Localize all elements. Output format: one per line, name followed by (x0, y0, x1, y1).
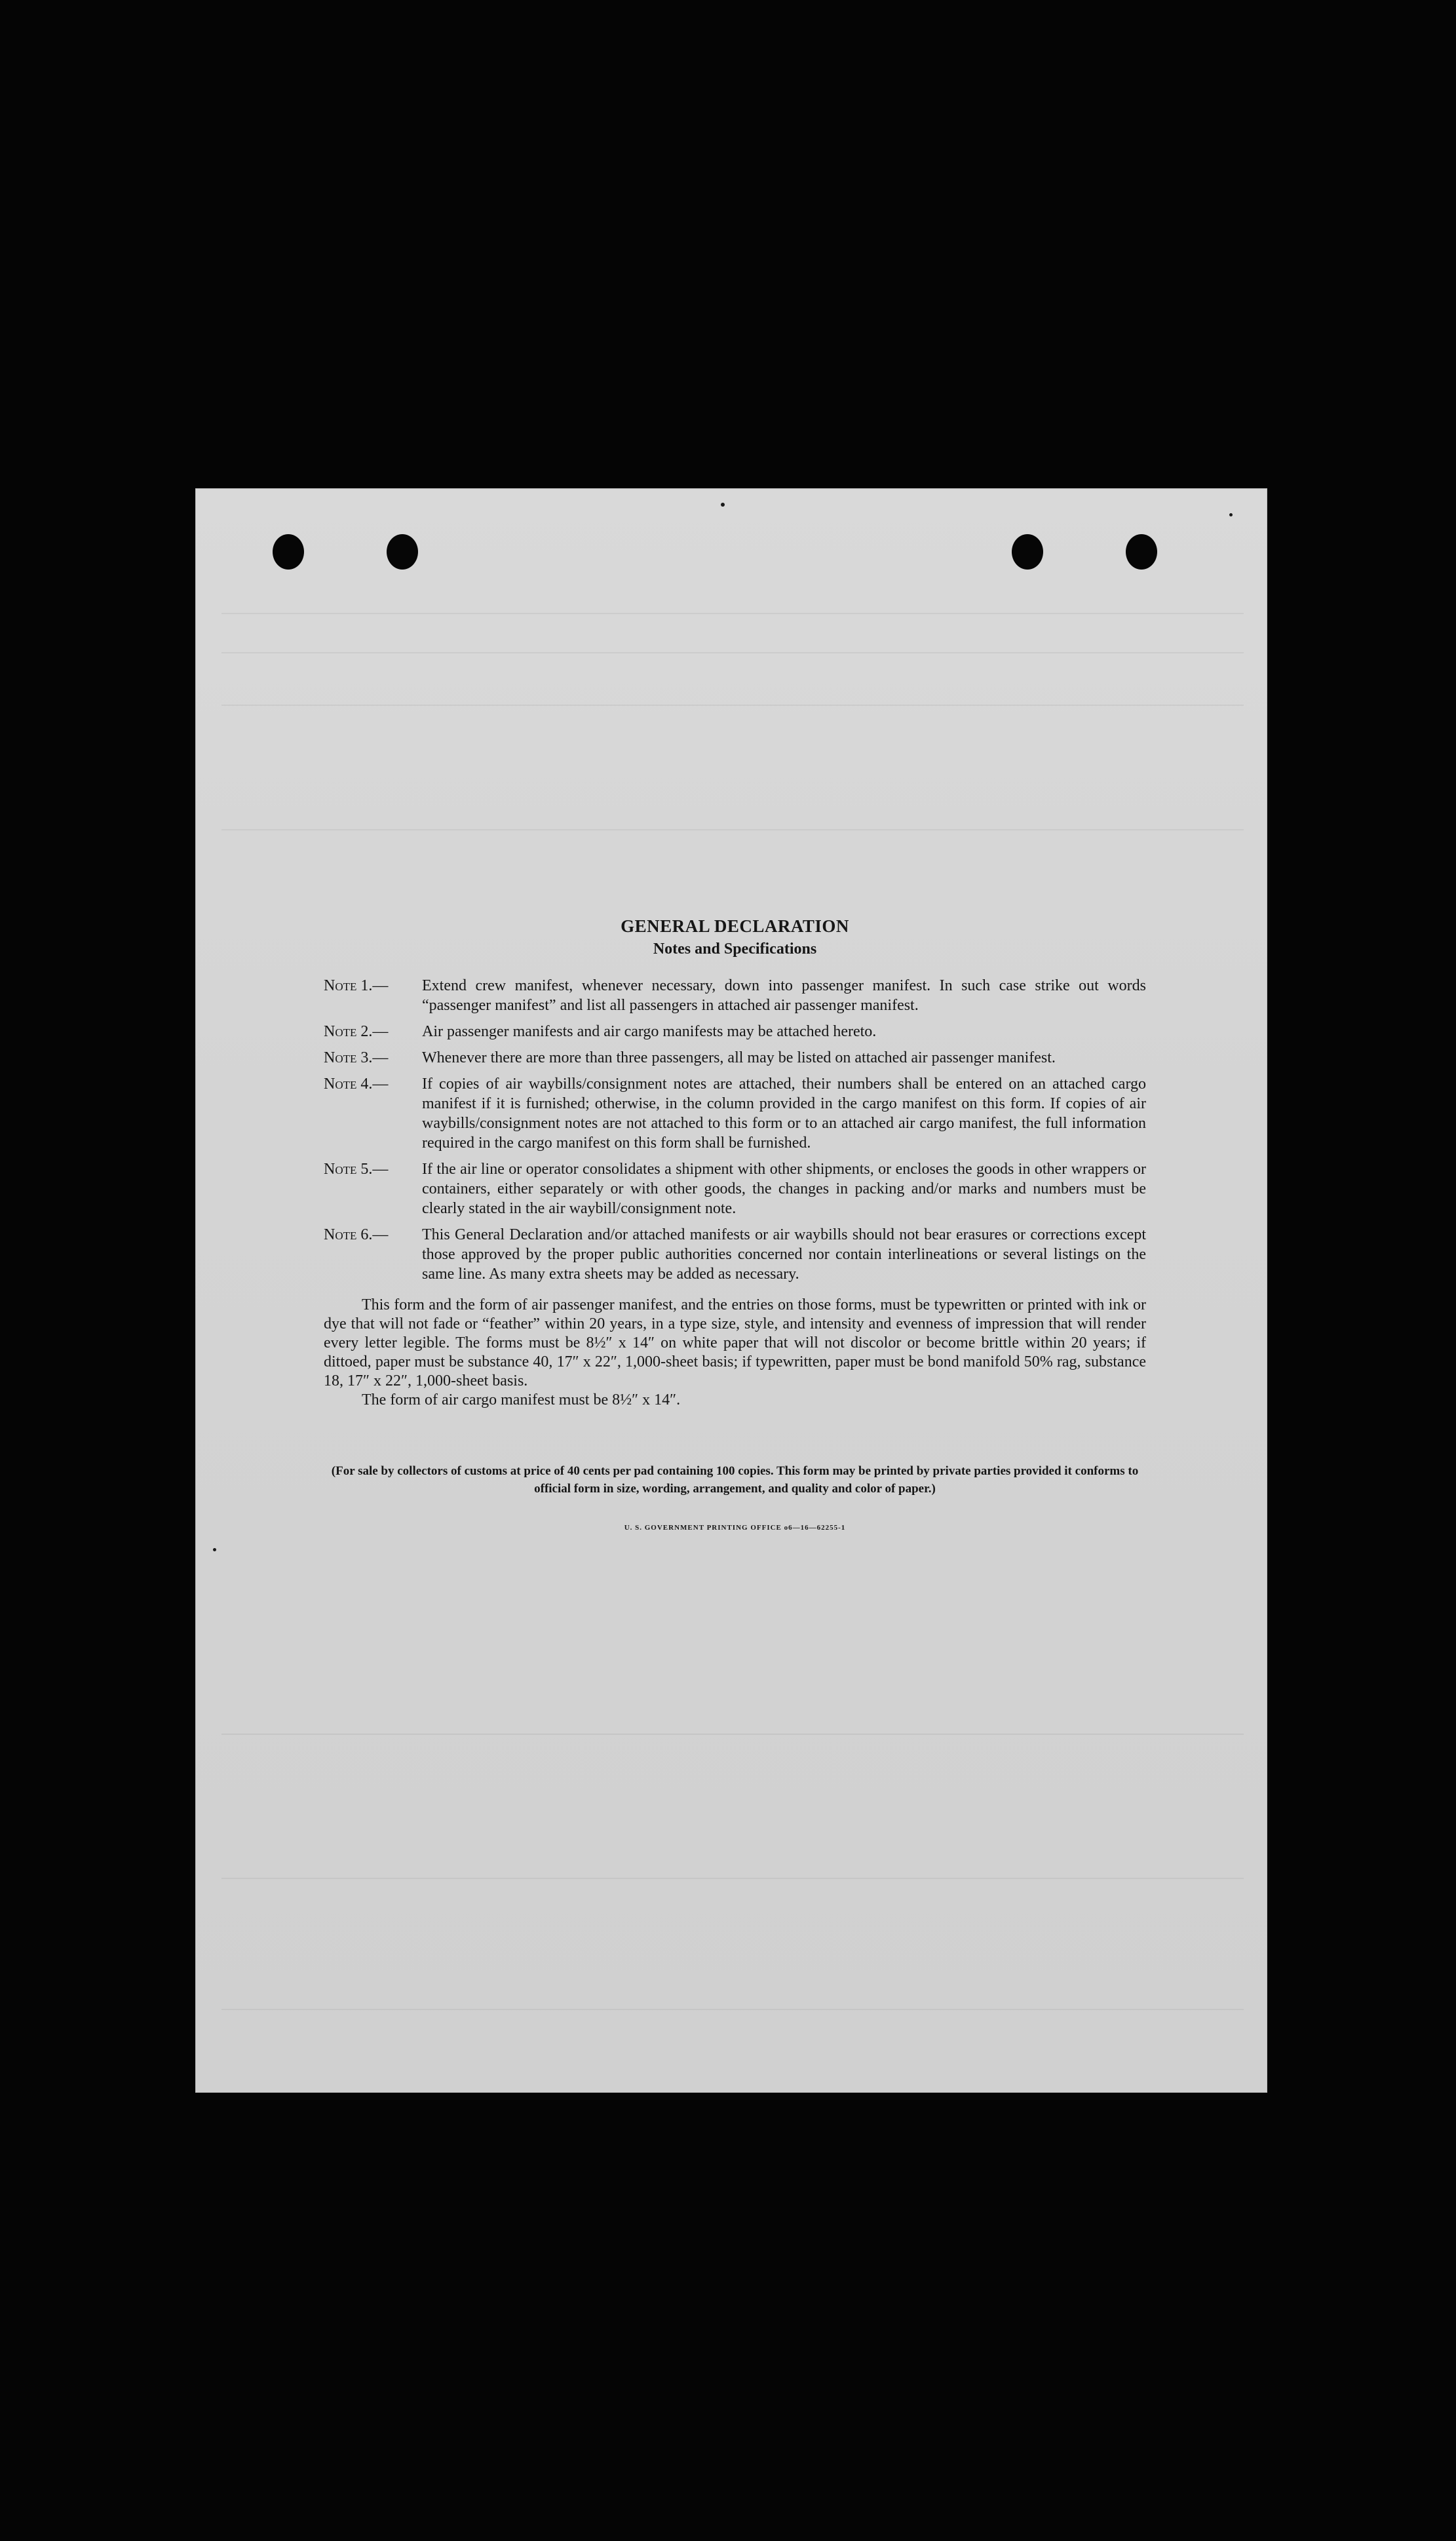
note-4 (324, 1074, 1146, 1153)
show-through-line (221, 613, 1244, 614)
note-label: Note 2.— (324, 1023, 389, 1040)
note-text: If copies of air waybills/consignment notes are attached, their numbers shall be entered on an attached cargo manifest if it is furnished; otherwise, in the column provided in the cargo manifest on this form. If copies of air waybills/consignment notes are not attached to this form or to an attached air cargo manifest, the full information required in the cargo manifest on this form shall be furnished. (422, 1076, 1146, 1152)
note-text: This General Declaration and/or attached manifests or air waybills should not bear erasures or corrections except those approved by the proper public authorities concerned nor contain interlineations or several listings on the same line. As many extra sheets may be added as necessary. (422, 1226, 1146, 1283)
note-label: Note 4.— (324, 1076, 389, 1093)
note-text: Whenever there are more than three passengers, all may be listed on attached air passenger manifest. (422, 1049, 1056, 1066)
note-5 (324, 1159, 1146, 1218)
punch-hole-right-1 (1012, 534, 1043, 570)
note-label: Note 3.— (324, 1049, 389, 1066)
note-label: Note 5.— (324, 1161, 389, 1178)
sale-notice: (For sale by collectors of customs at price of 40 cents per pad containing 100 copies. This form may be printed by private parties provided it conforms to official form in size, wording, arrangement, and quality and color of paper.) (331, 1464, 1139, 1496)
show-through-line (221, 2009, 1244, 2010)
show-through-line (221, 705, 1244, 706)
note-3 (324, 1048, 1146, 1068)
dust-speck (721, 503, 725, 507)
dust-speck (1229, 513, 1233, 516)
note-1 (324, 976, 1146, 1015)
show-through-line (221, 829, 1244, 830)
note-text: If the air line or operator consolidates a shipment with other shipments, or encloses the goods in other wrappers or containers, either separately or with other goods, the changes in packing and/or marks and numbers must be clearly stated in the air waybill/consignment note. (422, 1161, 1146, 1217)
show-through-line (221, 1878, 1244, 1879)
note-label: Note 6.— (324, 1226, 389, 1243)
show-through-line (221, 652, 1244, 653)
punch-hole-left-2 (387, 534, 418, 570)
dust-speck (213, 1548, 216, 1551)
declaration-notes (324, 914, 1146, 1532)
note-6 (324, 1225, 1146, 1284)
page-title: GENERAL DECLARATION (621, 916, 849, 936)
note-label: Note 1.— (324, 977, 389, 994)
note-2 (324, 1022, 1146, 1041)
printer-imprint: U. S. GOVERNMENT PRINTING OFFICE o6—16—62255-1 (624, 1524, 846, 1532)
page-subtitle: Notes and Specifications (653, 941, 817, 958)
note-text: Extend crew manifest, whenever necessary, down into passenger manifest. In such case strike out words “passenger manifest” and list all passengers in attached air passenger manifest. (422, 977, 1146, 1014)
show-through-line (221, 1734, 1244, 1735)
punch-hole-left-1 (273, 534, 304, 570)
form-specifications-paragraph: This form and the form of air passenger manifest, and the entries on those forms, must be typewritten or printed with ink or dye that will not fade or “feather” within 20 years, in a type size, style, and intensity and evenness of impression that will render every letter legible. The forms must be 8½″ x 14″ on white paper that will not discolor or become brittle within 20 years; if dittoed, paper must be substance 40, 17″ x 22″, 1,000-sheet basis; if typewritten, paper must be bond manifold 50% rag, substance 18, 17″ x 22″, 1,000-sheet basis. (324, 1296, 1146, 1389)
note-text: Air passenger manifests and air cargo manifests may be attached hereto. (422, 1023, 877, 1040)
cargo-manifest-size-line: The form of air cargo manifest must be 8½″ x 14″. (362, 1391, 681, 1408)
punch-hole-right-2 (1126, 534, 1157, 570)
